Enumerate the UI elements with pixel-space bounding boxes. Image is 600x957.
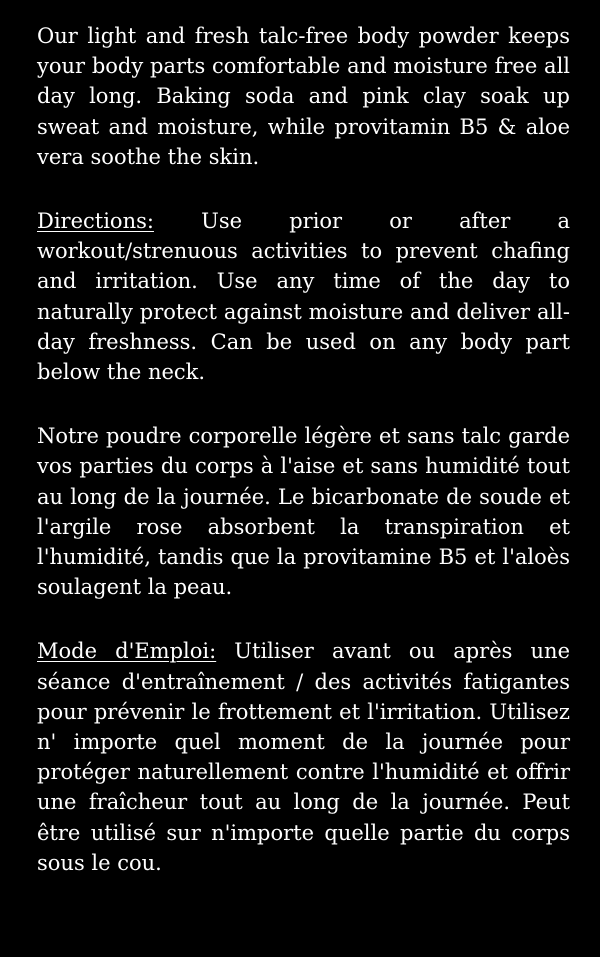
directions-english-paragraph [37, 206, 570, 387]
directions-french-paragraph [37, 636, 570, 878]
directions-french-label: Mode d'Emploi: [37, 639, 217, 664]
intro-english-paragraph: Our light and fresh talc-free body powder keeps your body parts comfortable and moisture free all day long. Baking soda and pink clay soak up sweat and moisture, while provitamin B5 & aloe vera soothe the skin. [37, 24, 570, 169]
directions-english-label: Directions: [37, 209, 154, 234]
directions-english-text: Use prior or after a workout/strenuous activities to prevent chafing and irritation. Use any time of the day to naturally protect against moisture and deliver all-day freshness. Can be used on any body part below the neck. [37, 209, 570, 385]
directions-french-text: Utiliser avant ou après une séance d'entraînement / des activités fatigantes pour prévenir le frottement et l'irritation. Utilisez n' importe quel moment de la journée pour protéger naturellement contre l'humidité et offrir une fraîcheur tout au long de la journée. Peut être utilisé sur n'importe quelle partie du corps sous le cou. [37, 639, 570, 875]
intro-french-paragraph: Notre poudre corporelle légère et sans talc garde vos parties du corps à l'aise et sans humidité tout au long de la journée. Le bicarbonate de soude et l'argile rose absorbent la transpiration et l'humidité, tandis que la provitamine B5 et l'aloès soulagent la peau. [37, 424, 570, 600]
